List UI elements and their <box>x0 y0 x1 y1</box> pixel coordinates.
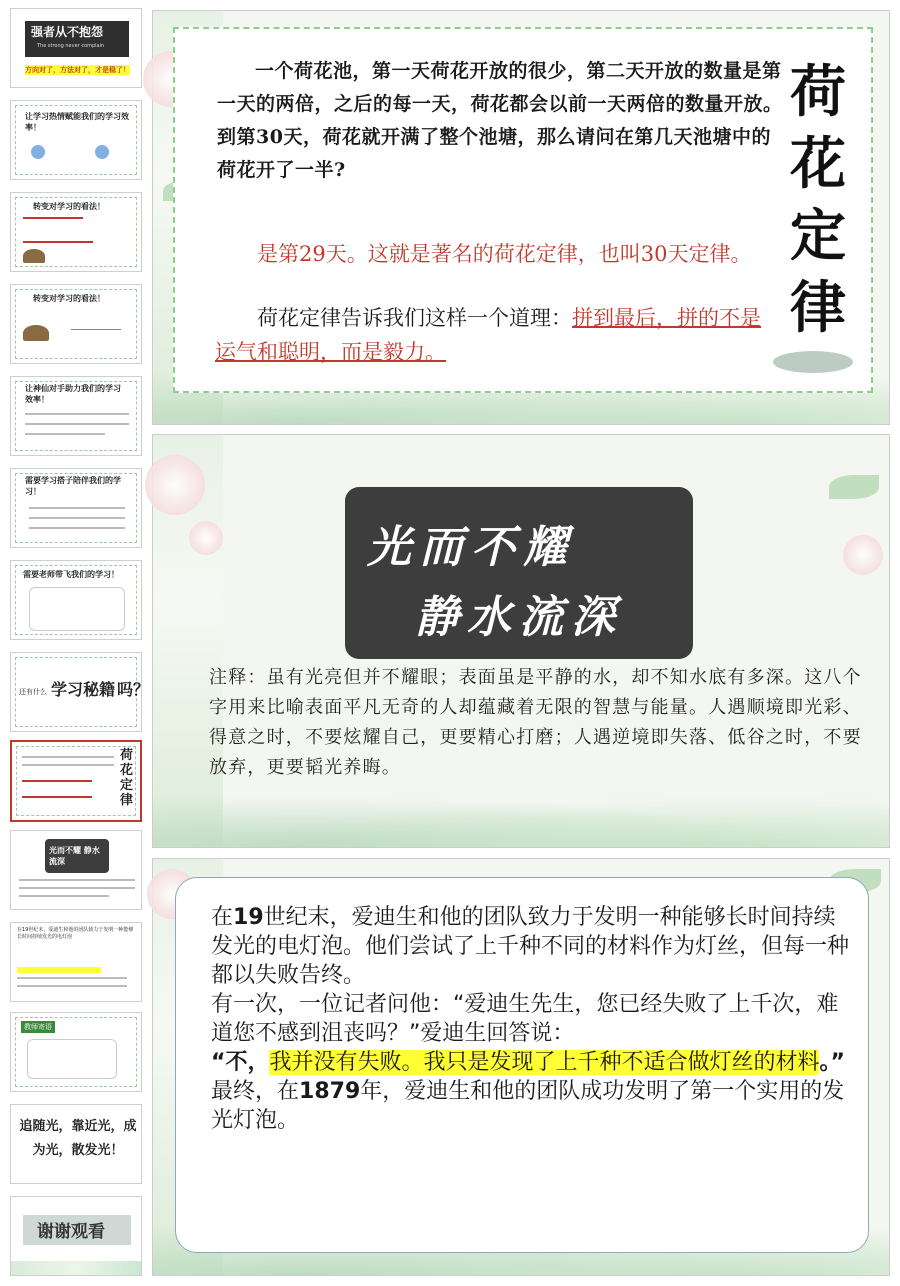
title-char: 花 <box>790 132 846 197</box>
thumbnail-10[interactable] <box>10 830 142 910</box>
lotus-leaf-icon <box>773 351 853 373</box>
thumbnail-1[interactable] <box>10 8 142 88</box>
lotus-answer: 是第29天。这就是著名的荷花定律，也叫30天定律。 <box>257 242 752 266</box>
thumb-subtitle: The strong never complain <box>37 43 105 49</box>
thumb-title: 强者从不抱怨 <box>31 25 104 39</box>
text-span: 世纪末，爱迪生和他的团队致力于发明一种能够长时间持续发光的电灯泡。他们尝试了上千种不同的材料作为灯丝，但每一种都以失败告终。 <box>211 905 850 988</box>
thumbnail-5[interactable] <box>10 376 142 456</box>
thumb-title: 需要老师带飞我们的学习！ <box>23 570 119 579</box>
thumbnail-6[interactable] <box>10 468 142 548</box>
cartoon-face-icon <box>95 145 109 159</box>
thumb-suffix: 吗？ <box>117 680 150 699</box>
thumb-title: 让学习热情赋能我们的学习效率！ <box>25 112 129 132</box>
thumb-prefix: 还有什么 <box>19 688 47 696</box>
leaf-icon <box>829 475 879 499</box>
cartoon-face-icon <box>31 145 45 159</box>
boat-icon <box>23 249 45 263</box>
slide-edison-story <box>152 858 890 1276</box>
quote-open: “不， <box>211 1050 270 1075</box>
paragraph <box>211 1048 851 1077</box>
annotation-text: 注释：虽有光亮但并不耀眼；表面虽是平静的水，却不知水底有多深。这八个字用来比喻表面平凡无奇的人却蕴藏着无限的智慧与能量。人遇顺境即光彩、得意之时，不要炫耀自己，更要精心打磨；人遇逆境即失落、低谷之时，不要放弃，更要韬光养晦。 <box>209 667 862 778</box>
paragraph <box>211 1077 851 1135</box>
thumb-title: 学习秘籍 <box>51 680 116 699</box>
year-bold: 1879 <box>299 1079 361 1104</box>
thumb-red-line <box>22 796 92 798</box>
thumbnail-7[interactable] <box>10 560 142 640</box>
title-char: 律 <box>790 276 846 341</box>
thumbnail-3[interactable] <box>10 192 142 272</box>
paragraph <box>211 903 851 990</box>
thumb-line <box>17 985 127 987</box>
thumb-title: 需要学习搭子陪伴我们的学习！ <box>25 476 121 496</box>
thumb-line <box>19 887 135 889</box>
thumbnail-8[interactable] <box>10 652 150 732</box>
paragraph: 有一次，一位记者问他：“爱迪生先生，您已经失败了上千次，难道您不感到沮丧吗？”爱迪生回答说： <box>211 992 839 1046</box>
thumb-red-line <box>23 217 83 219</box>
thumbnail-4[interactable] <box>10 284 142 364</box>
thumb-line <box>29 517 125 519</box>
thumb-title: 光而不耀 静水流深 <box>49 846 100 866</box>
thumb-caption: 方向对了，方法对了，才是稳了！ <box>25 66 130 74</box>
text-span: 在 <box>211 905 234 930</box>
thumb-title: 谢谢观看 <box>37 1222 105 1242</box>
quote-close: 。” <box>819 1050 845 1075</box>
thumb-red-line <box>23 241 93 243</box>
flower-icon <box>145 455 205 515</box>
thumb-line <box>17 977 127 979</box>
thumb-line <box>29 507 125 509</box>
thumbnail-14[interactable] <box>10 1196 142 1276</box>
title-line-2: 静水流深 <box>415 592 623 643</box>
title-char: 定 <box>790 204 846 269</box>
thumb-title: 追随光，靠近光，成为光，散发光！ <box>19 1119 137 1158</box>
lotus-question: 一个荷花池，第一天荷花开放的很少，第二天开放的数量是第一天的两倍，之后的每一天，荷花都会以前一天两倍的数量开放。到第30天，荷花就开满了整个池塘，那么请问在第几天池塘中的荷花开了一半? <box>217 60 783 181</box>
text-span: 最终，在 <box>211 1079 300 1104</box>
thumb-title: 让神仙对手助力我们的学习效率！ <box>25 384 121 404</box>
thumb-line <box>19 895 109 897</box>
title-line-1: 光而不耀 <box>367 522 575 573</box>
thumb-decoration <box>11 1261 141 1275</box>
thumb-title: 转变对学习的看法！ <box>33 294 105 303</box>
thumb-title: 荷花定律 <box>120 748 134 808</box>
year-bold: 19 <box>233 905 264 930</box>
thumb-text-box <box>29 587 125 631</box>
highlighted-quote: 我并没有失败。我只是发现了上千种不适合做灯丝的材料 <box>269 1050 820 1075</box>
thumb-line <box>19 879 135 881</box>
thumbnail-9-selected[interactable] <box>10 740 142 822</box>
thumb-title: 转变对学习的看法！ <box>33 202 105 211</box>
flower-icon <box>843 535 883 575</box>
lesson-prefix: 荷花定律告诉我们这样一个道理： <box>257 306 572 330</box>
slide-thumbnail-panel[interactable] <box>0 0 148 1286</box>
thumb-line <box>25 413 129 415</box>
slide-title-vertical <box>783 57 853 345</box>
thumbnail-11[interactable] <box>10 922 142 1002</box>
thumb-line <box>71 329 121 330</box>
thumb-highlight <box>17 967 101 973</box>
thumb-line <box>25 423 129 425</box>
thumbnail-13[interactable] <box>10 1104 142 1184</box>
slide-lotus-law <box>152 10 890 425</box>
thumbnail-2[interactable] <box>10 100 142 180</box>
edison-story-text <box>211 903 851 1135</box>
slide-bg-decoration <box>153 787 889 847</box>
slide-light-not-dazzling <box>152 434 890 848</box>
thumb-line <box>29 527 125 529</box>
thumb-line <box>22 764 114 766</box>
text-span: 年，爱迪生和他的团队成功发明了第一个实用的发光灯泡。 <box>211 1079 845 1133</box>
thumb-red-line <box>22 780 92 782</box>
thumb-title: 教师寄语 <box>21 1021 55 1033</box>
boat-icon <box>23 325 49 341</box>
title-char: 荷 <box>790 60 846 125</box>
thumb-title: 在19世纪末，爱迪生和他的团队致力于发明一种能够长时间持续发光的电灯泡 <box>17 927 134 940</box>
flower-icon <box>189 521 223 555</box>
lotus-lesson <box>215 301 775 369</box>
thumb-line <box>25 433 105 435</box>
thumb-text-box <box>27 1039 117 1079</box>
thumb-line <box>22 756 114 758</box>
thumbnail-12[interactable] <box>10 1012 142 1092</box>
lesson-highlight: 拼到最后，拼的不是运气和聪明，而是毅力。 <box>215 306 761 364</box>
